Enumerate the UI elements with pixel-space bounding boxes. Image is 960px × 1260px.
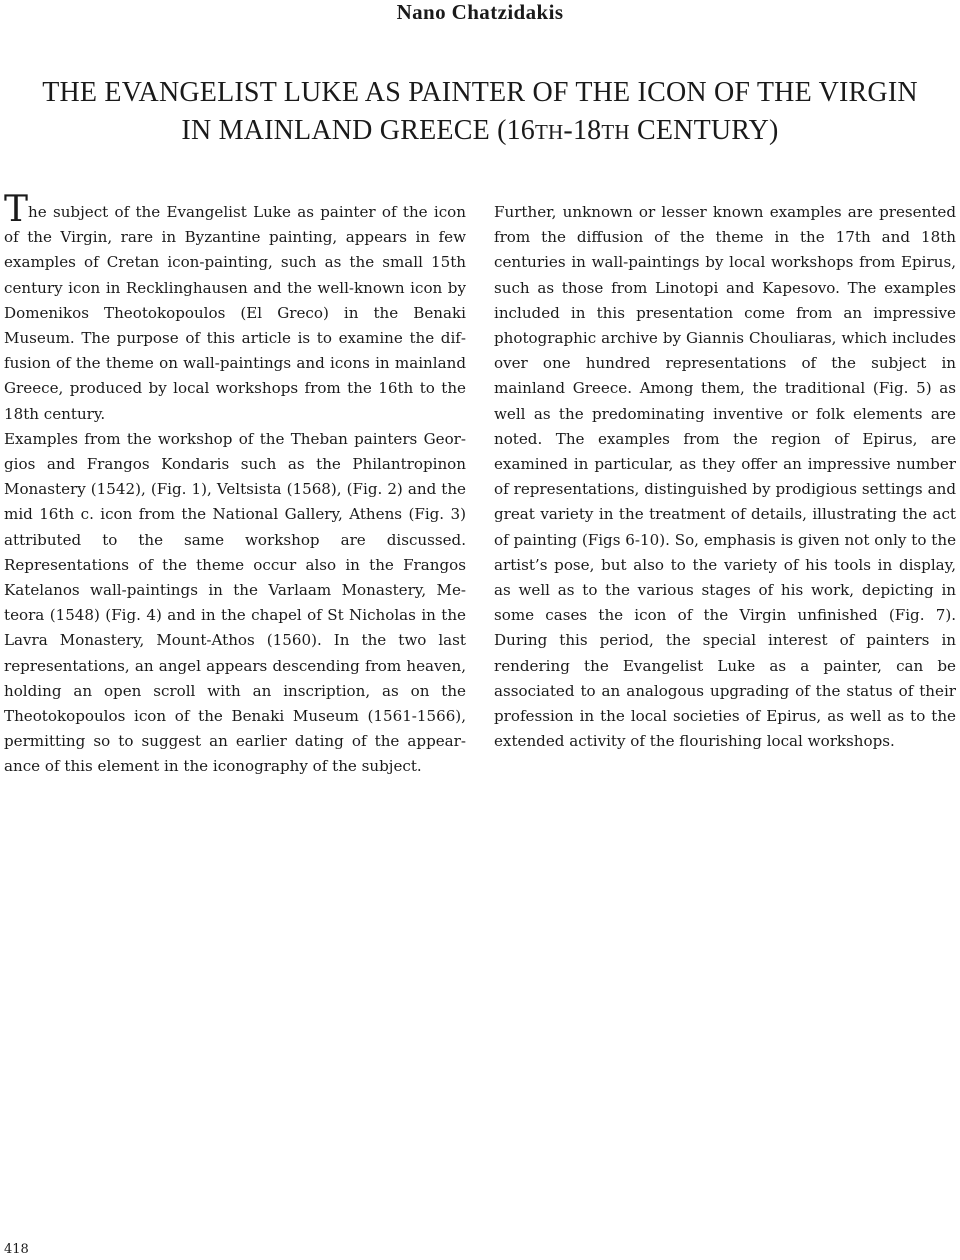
title-line-2-part-c: CENTURY) [629, 115, 779, 146]
right-column [494, 200, 956, 754]
left-column [4, 189, 466, 780]
left-paragraph-1 [4, 189, 466, 427]
page-number: 418 [4, 1242, 29, 1257]
article-title [0, 74, 960, 151]
drop-cap: T [4, 189, 29, 230]
title-line-2-part-a: IN MAINLAND GREECE (16 [181, 115, 536, 146]
title-small-caps-2: TH [601, 120, 630, 144]
title-line-2-part-b: -18 [563, 115, 602, 146]
title-line-2 [0, 112, 960, 151]
left-paragraph-1-text: he subject of the Evangelist Luke as painter of the icon of the Virgin, rare in Byzantine painting, appears in few examples of Cretan icon-painting, such as the small 15th century icon in Recklinghausen and the well-known icon by Domenikos Theotokopoulos (El Greco) in the Benaki Museum. The purpose of this article is to examine the diffusion of the theme on wall-paintings and icons in mainland Greece, produced by local workshops from the 16th to the 18th century. [4, 203, 466, 423]
author-name: Nano Chatzidakis [396, 0, 564, 24]
right-paragraph-1: Further, unknown or lesser known examples are presented from the diffusion of the theme in the 17th and 18th centuries in wall-paintings by local workshops from Epirus, such as those from Linotopi and Kapesovo. The examples included in this presentation come from an impressive photographic archive by Giannis Chouliaras, which includes over one hundred representations of the subject in mainland Greece. Among them, the traditional (Fig. 5) as well as the predominating inventive or folk elements are noted. The examples from the region of Epirus, are examined in particular, as they offer an impressive number of representations, distinguished by prodigious settings and great variety in the treatment of details, illustrating the act of painting (Figs 6-10). So, emphasis is given not only to the artist’s pose, but also to the variety of his tools in display, as well as to the various stages of his work, depicting in some cases the icon of the Virgin unfinished (Fig. 7). During this period, the special interest of painters in rendering the Evangelist Luke as a painter, can be associated to an analogous upgrading of the status of their profession in the local societies of Epirus, as well as to the extended activity of the flourishing local workshops. [494, 203, 956, 751]
left-paragraph-2: Examples from the workshop of the Theban painters Georgios and Frangos Kondaris such as the Philantropinon Monastery (1542), (Fig. 1), Veltsista (1568), (Fig. 2) and the mid 16th c. icon from the National Gallery, Athens (Fig. 3) attributed to the same workshop are discussed. Representations of the theme occur also in the Frangos Katelanos wall-paintings in the Varlaam Monastery, Meteora (1548) (Fig. 4) and in the chapel of St Nicholas in the Lavra Monastery, Mount-Athos (1560). In the two last representations, an angel appears descending from heaven, holding an open scroll with an inscription, as on the Theotokopoulos icon of the Benaki Museum (1561-1566), permitting so to suggest an earlier dating of the appearance of this element in the iconography of the subject. [4, 429, 466, 776]
title-line-1: THE EVANGELIST LUKE AS PAINTER OF THE ICON OF THE VIRGIN [42, 77, 918, 108]
title-small-caps-1: TH [535, 120, 564, 144]
